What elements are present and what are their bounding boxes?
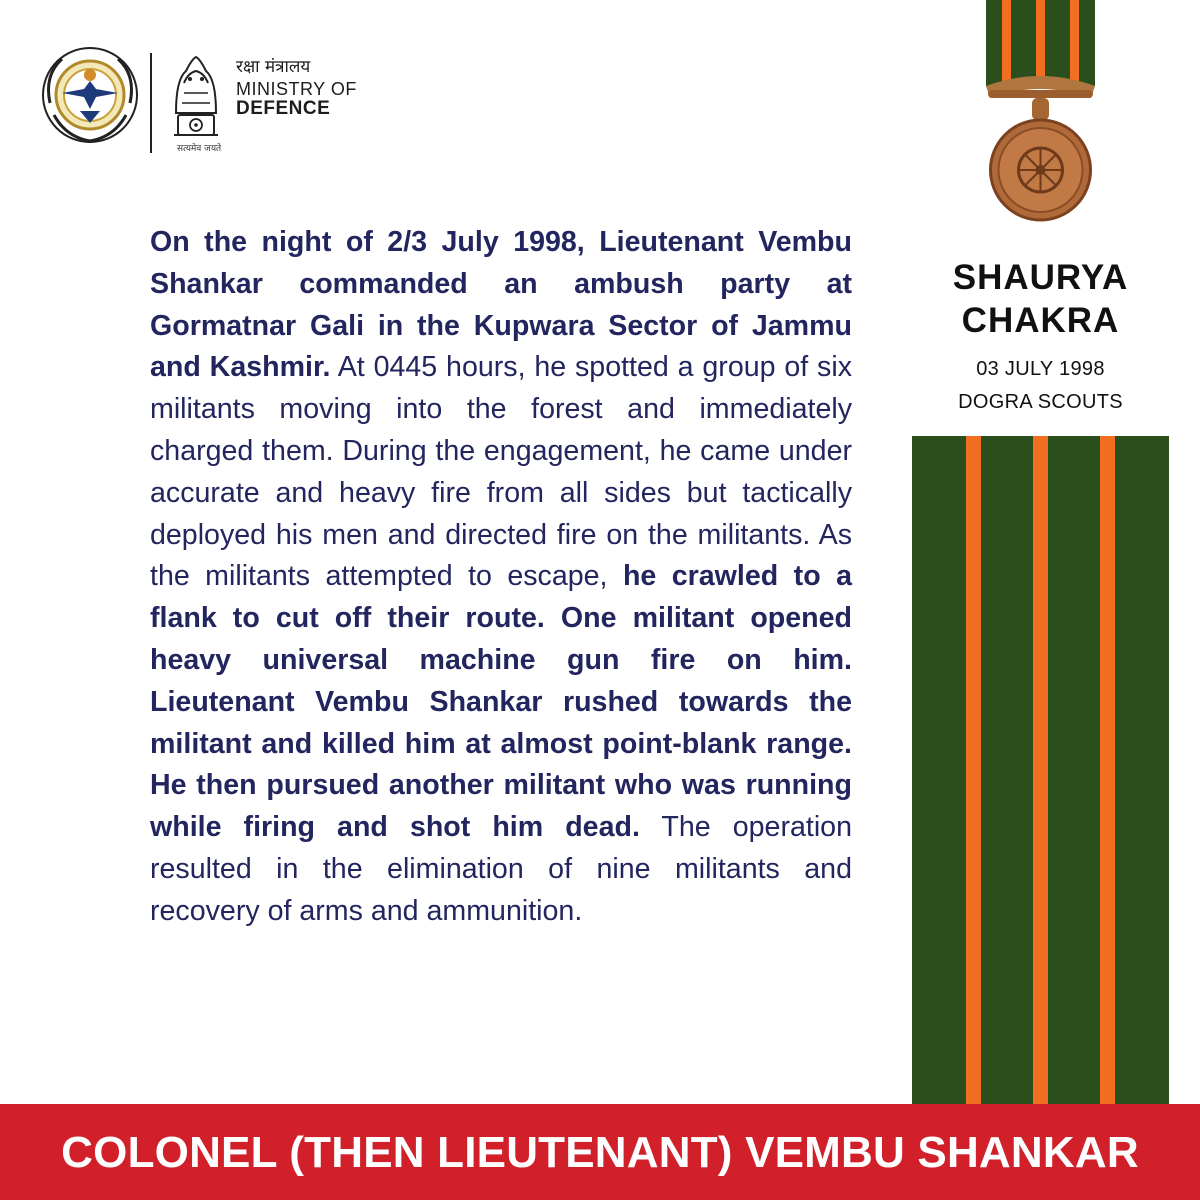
ministry-name-line1: MINISTRY OF xyxy=(236,78,357,99)
logo-divider xyxy=(150,53,152,153)
medal-icon xyxy=(972,0,1109,228)
citation-segment: he crawled to a flank to cut off their route. One militant opened heavy universal machine gun fire on him. Lieutenant Vembu Shankar rushed towards the militant and killed him at almost point-blank range. He then pursued another militant who was running while firing and shot him dead. xyxy=(150,560,852,844)
ribbon-stripe xyxy=(1100,436,1115,1104)
medal-ribbon xyxy=(912,436,1169,1104)
honoree-name: COLONEL (THEN LIEUTENANT) VEMBU SHANKAR xyxy=(61,1128,1139,1177)
ministry-name-line2: DEFENCE xyxy=(236,97,331,119)
citation-segment: On the night of 2/3 July 1998, Lieutenant Vembu Shankar commanded an ambush party at Gormatnar Gali in the Kupwara Sector of Jammu and Kashmir. xyxy=(150,226,852,384)
award-title-line2: CHAKRA xyxy=(961,301,1120,340)
award-date: 03 JULY 1998 xyxy=(976,358,1105,380)
ministry-name-hindi: रक्षा मंत्रालय xyxy=(236,57,311,77)
award-panel xyxy=(912,0,1169,1104)
name-banner xyxy=(0,1104,1200,1200)
tri-services-emblem-icon xyxy=(40,45,140,145)
ribbon-stripe xyxy=(966,436,981,1104)
award-title-line1: SHAURYA xyxy=(952,258,1129,297)
national-motto: सत्यमेव जयते xyxy=(177,144,222,154)
ministry-wordmark xyxy=(236,59,357,119)
award-title xyxy=(912,256,1169,342)
ribbon-stripe xyxy=(1033,436,1048,1104)
citation-segment: At 0445 hours, he spotted a group of six militants moving into the forest and immediately charged them. During the engagement, he came under accurate and heavy fire from all sides but tactically deployed his men and directed fire on the militants. As the militants attempted to escape, xyxy=(150,351,852,593)
award-unit: DOGRA SCOUTS xyxy=(958,391,1123,413)
citation-text xyxy=(150,222,852,933)
citation-segment: The operation resulted in the elimination of nine militants and recovery of arms and ammunition. xyxy=(150,811,852,927)
header-logos xyxy=(40,45,380,160)
